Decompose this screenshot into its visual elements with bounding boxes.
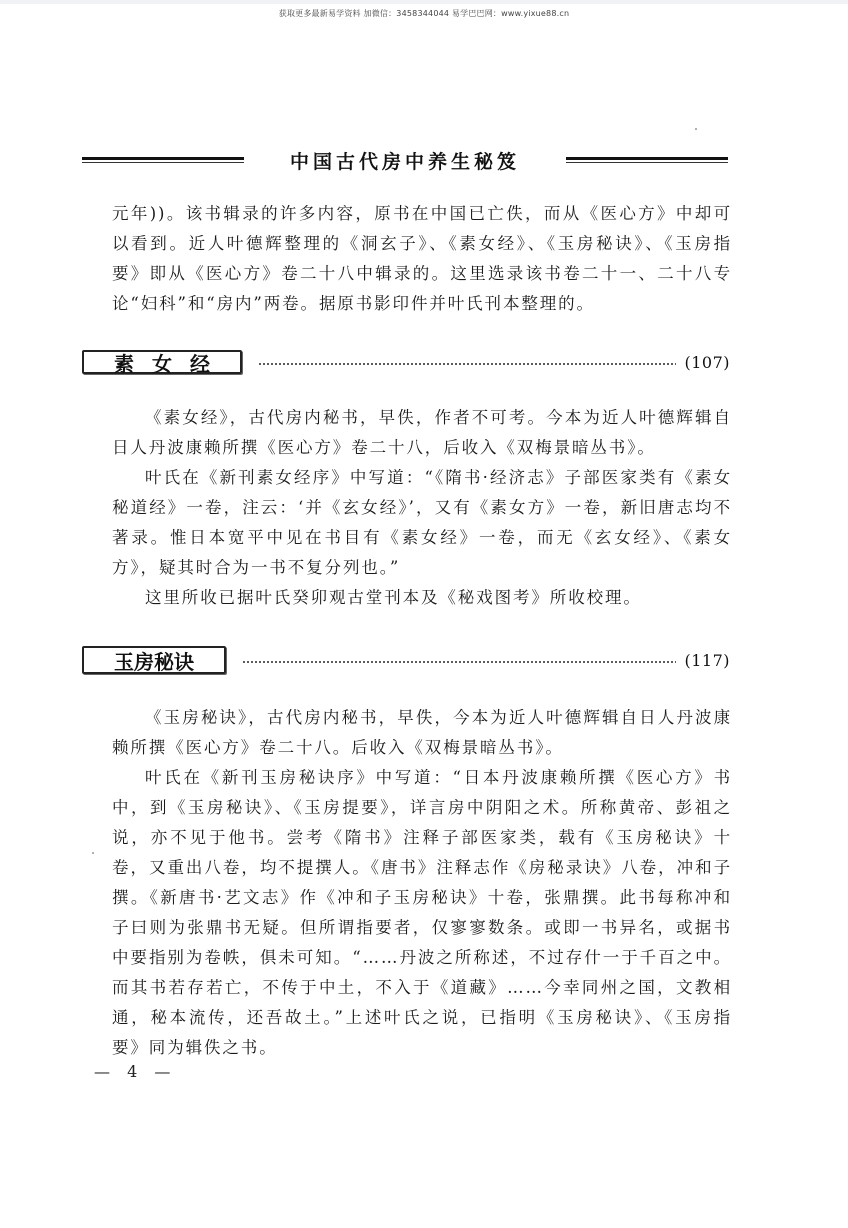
viewer-top-bar xyxy=(0,0,848,4)
watermark-banner: 获取更多最新易学资料 加微信：3458344044 易学巴巴网：www.yixue88.cn xyxy=(278,9,570,18)
header-rule-right xyxy=(566,157,728,164)
section-heading-suniijing xyxy=(82,347,730,377)
book-title: 中国古代房中养生秘笈 xyxy=(289,150,520,173)
body-paragraph: 叶氏在《新刊玉房秘诀序》中写道：“日本丹波康赖所撰《医心方》书中，到《玉房秘诀》、《玉房提要》，详言房中阴阳之术。所称黄帝、彭祖之说，亦不见于他书。尝考《隋书》注释子部医家类，载有《玉房秘诀》十卷，又重出八卷，均不提撰人。《唐书》注释志作《房秘录诀》八卷，冲和子撰。《新唐书·艺文志》作《冲和子玉房秘诀》十卷，张鼎撰。此书每称冲和子曰则为张鼎书无疑。但所谓指要者，仅寥寥数条。或即一书异名，或据书中要指别为卷帙，俱未可知。“……丹波之所称述，不过存什一于千百之中。而其书若存若亡，不传于中土，不入于《道藏》……今幸同州之国，文教相通，秘本流传，还吾故土。”上述叶氏之说，已指明《玉房秘诀》、《玉房指要》同为辑佚之书。 xyxy=(112,768,732,1057)
dot-leader xyxy=(242,661,676,663)
body-paragraph: 《玉房秘诀》，古代房内秘书，早佚，今本为近人叶德辉辑自日人丹波康赖所撰《医心方》卷二十八。后收入《双梅景暗丛书》。 xyxy=(112,708,732,757)
page-reference: (107) xyxy=(684,352,730,372)
page-number: — 4 — xyxy=(94,1062,177,1081)
page-reference: (117) xyxy=(684,650,730,670)
scan-speck xyxy=(92,852,94,854)
scan-speck xyxy=(695,128,697,130)
body-paragraph: 《素女经》，古代房内秘书，早佚，作者不可考。今本为近人叶德辉辑自日人丹波康赖所撰《医心方》卷二十八，后收入《双梅景暗丛书》。 xyxy=(112,408,732,457)
header-rule-left xyxy=(82,157,244,164)
section-title-box: 素女经 xyxy=(82,350,242,374)
running-header xyxy=(82,148,728,172)
section-heading-yufangmijue xyxy=(82,645,730,675)
dot-leader xyxy=(258,363,676,365)
body-paragraph: 叶氏在《新刊素女经序》中写道：“《隋书·经济志》子部医家类有《素女秘道经》一卷，注云：‘并《玄女经》’，又有《素女方》一卷，新旧唐志均不著录。惟日本宽平中见在书目有《素女经》一卷，而无《玄女经》、《素女方》，疑其时合为一书不复分列也。” xyxy=(112,468,732,577)
intro-paragraph: 元年))。该书辑录的许多内容，原书在中国已亡佚，而从《医心方》中却可以看到。近人叶德辉整理的《洞玄子》、《素女经》、《玉房秘诀》、《玉房指要》即从《医心方》卷二十八中辑录的。这里选录该书卷二十一、二十八专论“妇科”和“房内”两卷。据原书影印件并叶氏刊本整理的。 xyxy=(112,204,732,313)
body-paragraph: 这里所收已据叶氏癸卯观古堂刊本及《秘戏图考》所收校理。 xyxy=(145,588,642,607)
section-title-box: 玉房秘诀 xyxy=(82,646,226,674)
